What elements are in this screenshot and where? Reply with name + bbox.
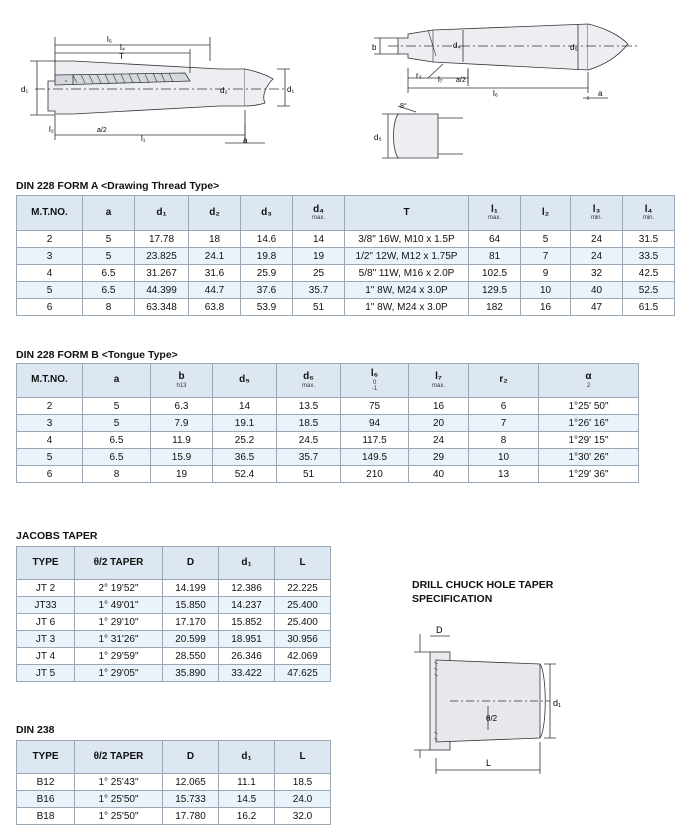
header-label: L	[299, 750, 306, 762]
table-cell: 51	[277, 466, 341, 483]
table-cell: 75	[341, 398, 409, 415]
table-cell: 24	[409, 432, 469, 449]
table-cell: 19.1	[213, 415, 277, 432]
table-cell: 14	[213, 398, 277, 415]
table-cell: 14.199	[163, 580, 219, 597]
table-cell: 1°26' 16"	[539, 415, 639, 432]
table-row	[17, 597, 331, 614]
column-header	[345, 196, 469, 231]
table-header-row	[17, 547, 331, 580]
table-cell: 15.733	[163, 791, 219, 808]
table-cell: 47.625	[275, 665, 331, 682]
table-row	[17, 248, 675, 265]
header-sub-label: min.	[642, 215, 655, 222]
table-cell: 5	[83, 248, 135, 265]
table-cell: 23.825	[135, 248, 189, 265]
table-cell: 7	[521, 248, 571, 265]
table-cell: 8	[83, 466, 151, 483]
din238-title: DIN 238	[16, 724, 55, 736]
table-cell: 25.400	[275, 597, 331, 614]
table-row	[17, 415, 639, 432]
table-cell: 32	[571, 265, 623, 282]
table-row	[17, 265, 675, 282]
table-cell: 1° 25'43"	[75, 774, 163, 791]
table-cell: 33.5	[623, 248, 675, 265]
table-cell: 15.9	[151, 449, 213, 466]
table-cell: 11.1	[219, 774, 275, 791]
table-row	[17, 432, 639, 449]
table-cell: 35.890	[163, 665, 219, 682]
form-b-table	[16, 363, 639, 483]
column-header	[75, 547, 163, 580]
table-cell: 182	[469, 299, 521, 316]
table-row	[17, 648, 331, 665]
table-cell: 13.5	[277, 398, 341, 415]
table-cell: 129.5	[469, 282, 521, 299]
form-a-table	[16, 195, 675, 316]
header-label: l₂	[541, 206, 550, 218]
column-header	[163, 741, 219, 774]
table-cell: 6.5	[83, 265, 135, 282]
table-cell: 24.5	[277, 432, 341, 449]
drill-label-L: L	[486, 758, 492, 768]
header-label: d₂	[209, 206, 220, 218]
table-cell: 14.6	[241, 231, 293, 248]
table-cell: 5	[83, 398, 151, 415]
table-cell: 1°30' 26"	[539, 449, 639, 466]
table-row	[17, 398, 639, 415]
table-cell: B16	[17, 791, 75, 808]
table-cell: 32.0	[275, 808, 331, 825]
table-cell: 24	[571, 248, 623, 265]
table-cell: 16	[409, 398, 469, 415]
header-sub-label: max.	[431, 382, 445, 389]
table-cell: 16.2	[219, 808, 275, 825]
column-header	[17, 547, 75, 580]
table-cell: 117.5	[341, 432, 409, 449]
label-l7: l₇	[438, 75, 443, 84]
table-cell: 1° 29'10"	[75, 614, 163, 631]
column-header	[275, 547, 331, 580]
column-header	[469, 364, 539, 398]
table-cell: 20	[409, 415, 469, 432]
table-cell: 6	[17, 299, 83, 316]
table-cell: JT 2	[17, 580, 75, 597]
table-header-row	[17, 364, 639, 398]
table-cell: 28.550	[163, 648, 219, 665]
header-sub-label: 0	[372, 379, 377, 386]
table-cell: 25	[293, 265, 345, 282]
table-cell: 42.069	[275, 648, 331, 665]
table-cell: 5	[83, 415, 151, 432]
table-cell: 13	[469, 466, 539, 483]
header-label: TYPE	[32, 750, 59, 762]
table-header-row	[17, 196, 675, 231]
table-cell: 6.5	[83, 449, 151, 466]
table-cell: 1" 8W, M24 x 3.0P	[345, 299, 469, 316]
table-cell: 1° 25'50"	[75, 791, 163, 808]
drill-chuck-title	[412, 578, 553, 606]
column-header	[83, 196, 135, 231]
table-cell: 6.3	[151, 398, 213, 415]
table-cell: JT 4	[17, 648, 75, 665]
label-l4: l₄	[120, 43, 126, 52]
table-cell: 25.9	[241, 265, 293, 282]
column-header	[539, 364, 639, 398]
label-l6: l₆	[493, 89, 499, 98]
table-cell: 2	[17, 398, 83, 415]
header-label: M.T.NO.	[31, 206, 68, 218]
table-cell: 7.9	[151, 415, 213, 432]
table-cell: B18	[17, 808, 75, 825]
table-cell: 6	[469, 398, 539, 415]
table-cell: 31.267	[135, 265, 189, 282]
header-label: r₂	[499, 374, 508, 386]
label-d5-small: d₅	[374, 133, 382, 142]
table-cell: 61.5	[623, 299, 675, 316]
table-cell: B12	[17, 774, 75, 791]
table-cell: 26.346	[219, 648, 275, 665]
table-row	[17, 466, 639, 483]
table-cell: 35.7	[277, 449, 341, 466]
table-cell: 5	[83, 231, 135, 248]
table-cell: 37.6	[241, 282, 293, 299]
header-sub-label: max.	[487, 215, 501, 222]
column-header	[17, 741, 75, 774]
column-header	[409, 364, 469, 398]
table-cell: 11.9	[151, 432, 213, 449]
table-row	[17, 808, 331, 825]
label-l1: l₁	[141, 134, 146, 143]
table-cell: 44.7	[189, 282, 241, 299]
table-cell: 25.2	[213, 432, 277, 449]
table-cell: 19	[293, 248, 345, 265]
header-label: a	[113, 374, 120, 386]
header-label: d₃	[261, 206, 272, 218]
table-cell: 36.5	[213, 449, 277, 466]
table-row	[17, 665, 331, 682]
table-row	[17, 299, 675, 316]
header-sub-label: max.	[311, 215, 325, 222]
table-cell: 14	[293, 231, 345, 248]
header-label: α	[585, 371, 592, 383]
label-l5: l₅	[107, 35, 112, 44]
table-cell: 63.8	[189, 299, 241, 316]
table-cell: 5/8" 11W, M16 x 2.0P	[345, 265, 469, 282]
table-cell: 1° 31'26"	[75, 631, 163, 648]
table-row	[17, 631, 331, 648]
header-sub-label: h13	[176, 382, 187, 389]
table-cell: 18.951	[219, 631, 275, 648]
column-header	[341, 364, 409, 398]
table-cell: 19.8	[241, 248, 293, 265]
table-cell: 2	[17, 231, 83, 248]
table-cell: 31.5	[623, 231, 675, 248]
din238-table	[16, 740, 331, 825]
column-header	[277, 364, 341, 398]
header-label: d₅	[239, 374, 250, 386]
column-header	[213, 364, 277, 398]
column-header	[293, 196, 345, 231]
table-cell: 6.5	[83, 432, 151, 449]
form-b-title: DIN 228 FORM B <Tongue Type>	[16, 349, 178, 361]
table-cell: 1°29' 36"	[539, 466, 639, 483]
drill-chuck-drawing	[400, 622, 600, 782]
table-cell: 1° 29'05"	[75, 665, 163, 682]
table-cell: 12.386	[219, 580, 275, 597]
header-label: d₁	[241, 750, 252, 762]
table-cell: 63.348	[135, 299, 189, 316]
header-label: θ/2 TAPER	[93, 556, 144, 568]
column-header	[83, 364, 151, 398]
form-a-drawing	[15, 15, 305, 155]
header-label: TYPE	[32, 556, 59, 568]
label-T: T	[119, 52, 124, 61]
table-cell: 149.5	[341, 449, 409, 466]
column-header	[75, 741, 163, 774]
label-l2-left: l₂	[49, 125, 54, 134]
table-cell: 6.5	[83, 282, 135, 299]
table-cell: 19	[151, 466, 213, 483]
drill-label-theta: θ/2	[486, 714, 498, 723]
table-cell: 52.4	[213, 466, 277, 483]
table-cell: 1°25' 50"	[539, 398, 639, 415]
table-cell: 3	[17, 248, 83, 265]
column-header	[219, 547, 275, 580]
table-cell: 22.225	[275, 580, 331, 597]
label-d1-left: d₁	[21, 85, 29, 94]
table-cell: 24.1	[189, 248, 241, 265]
label-r2: r₂	[416, 71, 422, 80]
table-cell: 1° 49'01"	[75, 597, 163, 614]
jacobs-table	[16, 546, 331, 682]
table-cell: JT 3	[17, 631, 75, 648]
column-header	[17, 196, 83, 231]
label-a-half-b: a/2	[456, 77, 466, 84]
header-label: b	[178, 371, 185, 383]
table-cell: 42.5	[623, 265, 675, 282]
column-header	[151, 364, 213, 398]
header-label: l₇	[435, 371, 442, 383]
label-d5: d₅	[570, 43, 578, 52]
label-a: a	[243, 136, 248, 145]
column-header	[189, 196, 241, 231]
column-header	[241, 196, 293, 231]
table-row	[17, 580, 331, 597]
header-label: l₄	[644, 203, 653, 215]
column-header	[135, 196, 189, 231]
drill-label-D: D	[436, 625, 443, 635]
column-header	[275, 741, 331, 774]
table-cell: 3/8" 16W, M10 x 1.5P	[345, 231, 469, 248]
table-cell: JT 6	[17, 614, 75, 631]
table-cell: 51	[293, 299, 345, 316]
header-label: l₃	[592, 203, 601, 215]
header-label: a	[105, 206, 112, 218]
drill-label-d1: d₁	[553, 698, 562, 708]
table-row	[17, 282, 675, 299]
table-cell: JT33	[17, 597, 75, 614]
table-cell: 1" 8W, M24 x 3.0P	[345, 282, 469, 299]
header-label: M.T.NO.	[31, 374, 68, 386]
header-label: θ/2 TAPER	[93, 750, 144, 762]
table-cell: 30.956	[275, 631, 331, 648]
table-cell: 15.852	[219, 614, 275, 631]
table-cell: 1° 29'59"	[75, 648, 163, 665]
table-cell: 81	[469, 248, 521, 265]
table-cell: 10	[521, 282, 571, 299]
header-label: d₄	[313, 203, 324, 215]
table-cell: 94	[341, 415, 409, 432]
table-cell: 10	[469, 449, 539, 466]
header-label: L	[299, 556, 306, 568]
form-b-drawing	[358, 8, 648, 168]
table-cell: 1° 25'50"	[75, 808, 163, 825]
header-label: d₁	[156, 206, 167, 218]
header-label: d₁	[241, 556, 252, 568]
drill-chuck-title-line1: DRILL CHUCK HOLE TAPER	[412, 579, 554, 591]
jacobs-title: JACOBS TAPER	[16, 530, 98, 542]
column-header	[469, 196, 521, 231]
table-cell: 5	[17, 282, 83, 299]
table-cell: 18.5	[275, 774, 331, 791]
table-cell: 3	[17, 415, 83, 432]
table-cell: 4	[17, 432, 83, 449]
table-cell: 9	[521, 265, 571, 282]
table-cell: 17.170	[163, 614, 219, 631]
table-row	[17, 231, 675, 248]
label-angle: 8°	[400, 103, 407, 110]
header-label: d₆	[303, 371, 314, 383]
table-cell: 2° 19'52"	[75, 580, 163, 597]
label-d2: d₂	[220, 86, 228, 95]
table-cell: 25.400	[275, 614, 331, 631]
column-header	[219, 741, 275, 774]
table-cell: 102.5	[469, 265, 521, 282]
form-a-title: DIN 228 FORM A <Drawing Thread Type>	[16, 180, 220, 192]
table-cell: 52.5	[623, 282, 675, 299]
label-a-half: a/2	[97, 127, 107, 134]
table-cell: 7	[469, 415, 539, 432]
table-row	[17, 449, 639, 466]
header-label: T	[403, 206, 410, 218]
table-cell: 17.78	[135, 231, 189, 248]
drill-chuck-title-line2: SPECIFICATION	[412, 593, 493, 606]
table-cell: 64	[469, 231, 521, 248]
table-cell: 47	[571, 299, 623, 316]
table-cell: 16	[521, 299, 571, 316]
header-sub-label: min.	[590, 215, 603, 222]
table-cell: 53.9	[241, 299, 293, 316]
table-row	[17, 774, 331, 791]
table-cell: 44.399	[135, 282, 189, 299]
table-cell: 8	[83, 299, 135, 316]
table-cell: 18.5	[277, 415, 341, 432]
label-a-b: a	[598, 89, 603, 98]
column-header	[163, 547, 219, 580]
table-cell: 5	[521, 231, 571, 248]
header-label: D	[186, 556, 195, 568]
table-cell: 17.780	[163, 808, 219, 825]
table-cell: 31.6	[189, 265, 241, 282]
table-cell: 1/2" 12W, M12 x 1.75P	[345, 248, 469, 265]
column-header	[17, 364, 83, 398]
header-label: l₁	[491, 203, 498, 215]
table-cell: 24.0	[275, 791, 331, 808]
table-cell: 40	[571, 282, 623, 299]
table-cell: 1°29' 15"	[539, 432, 639, 449]
table-cell: 18	[189, 231, 241, 248]
table-cell: 35.7	[293, 282, 345, 299]
header-label: D	[186, 750, 195, 762]
table-cell: 40	[409, 466, 469, 483]
header-sub-label-2: -1	[371, 385, 378, 392]
table-cell: 14.5	[219, 791, 275, 808]
table-cell: 33.422	[219, 665, 275, 682]
table-cell: 14.237	[219, 597, 275, 614]
table-cell: 8	[469, 432, 539, 449]
header-label: l₆	[370, 368, 379, 380]
table-cell: 29	[409, 449, 469, 466]
table-cell: 6	[17, 466, 83, 483]
column-header	[521, 196, 571, 231]
table-header-row	[17, 741, 331, 774]
header-sub-label: 2	[586, 382, 591, 389]
column-header	[571, 196, 623, 231]
table-cell: 20.599	[163, 631, 219, 648]
table-cell: 24	[571, 231, 623, 248]
column-header	[623, 196, 675, 231]
table-cell: 5	[17, 449, 83, 466]
table-row	[17, 791, 331, 808]
label-b: b	[372, 43, 377, 52]
table-cell: 210	[341, 466, 409, 483]
label-d6: d₄	[453, 41, 461, 50]
header-sub-label: max.	[301, 382, 315, 389]
table-cell: 12.065	[163, 774, 219, 791]
label-d1-right: d₁	[287, 85, 295, 94]
table-cell: JT 5	[17, 665, 75, 682]
table-cell: 4	[17, 265, 83, 282]
table-cell: 15.850	[163, 597, 219, 614]
table-row	[17, 614, 331, 631]
